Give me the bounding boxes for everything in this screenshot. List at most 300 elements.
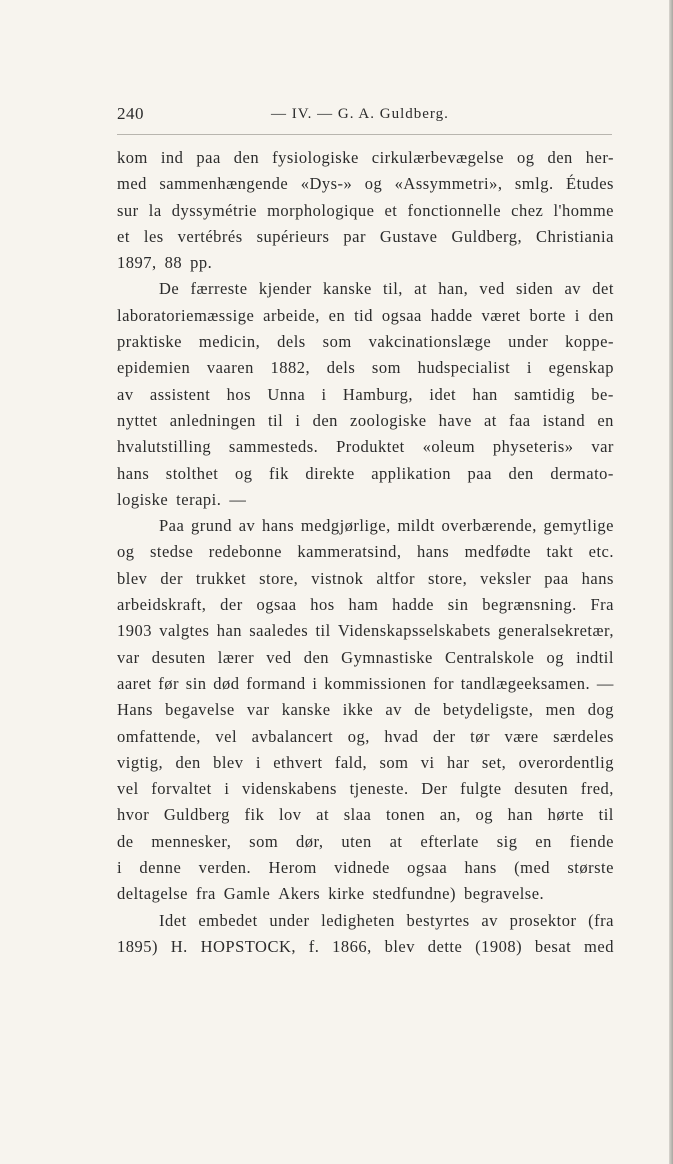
word: chez (511, 200, 544, 220)
word: i (295, 410, 301, 430)
text-line (117, 148, 614, 174)
word: 1895) (117, 936, 158, 956)
word: og (117, 542, 135, 562)
word: ham (348, 595, 379, 615)
word: av (481, 910, 498, 930)
word: ogsaa (407, 858, 448, 878)
word: HOPSTOCK, (200, 936, 297, 956)
word: men (545, 700, 576, 720)
word: arbeidskraft, (117, 595, 207, 615)
word: den (547, 148, 573, 167)
word: f. (308, 936, 320, 956)
word: hans (464, 858, 497, 878)
word: Der (421, 779, 448, 799)
word: cirkulærbevægelse (371, 148, 504, 167)
word: an, (439, 805, 461, 825)
word: kanske (281, 700, 331, 720)
word: sur (117, 200, 139, 220)
word: hos (310, 595, 335, 615)
word: før (158, 673, 180, 693)
word: dels (326, 358, 356, 378)
word: Centralskole (444, 647, 535, 667)
word: formand (246, 673, 306, 693)
word: dels (277, 332, 306, 352)
word: egenskap (548, 358, 614, 378)
word: medgjørlige, (300, 516, 391, 536)
page-number: 240 (117, 104, 144, 123)
word: hørte (547, 805, 584, 825)
word: laboratoriemæssige (117, 305, 255, 325)
word: avbalancert (251, 726, 334, 746)
text-line (117, 832, 614, 858)
word: og (516, 148, 535, 167)
word: «Dys-» (300, 174, 353, 194)
word: et (117, 226, 130, 246)
word: her- (585, 148, 614, 167)
word: sin (447, 595, 469, 615)
word: ved (266, 647, 292, 667)
word: de (117, 831, 134, 851)
word: — (596, 673, 614, 693)
word: kirke (328, 884, 365, 904)
text-line (117, 674, 614, 700)
word: direkte (305, 463, 355, 483)
word: Gymnastiske (341, 647, 433, 667)
word: stedse (149, 542, 194, 562)
text-line (117, 332, 614, 358)
word: l'homme (553, 200, 614, 220)
word: siden (515, 279, 554, 299)
word: tid (354, 305, 373, 325)
word: i (224, 779, 230, 799)
word: terapi. (176, 489, 222, 509)
word: og (364, 174, 383, 194)
word: av (385, 700, 402, 720)
word: en (535, 831, 552, 851)
word: assistent (149, 384, 211, 404)
word: som (379, 752, 409, 772)
word: i (117, 858, 123, 878)
word: hos (226, 384, 252, 404)
word: ethvert (273, 752, 323, 772)
word: fonctionnelle (407, 200, 502, 220)
word: forvaltet (151, 779, 212, 799)
word: sammesteds. (228, 437, 319, 457)
word: med (584, 936, 614, 956)
word: ogsaa (256, 595, 297, 615)
text-line (117, 858, 614, 884)
word: de (414, 700, 431, 720)
word: arbeide, (263, 305, 320, 325)
text-line (117, 805, 614, 831)
word: 1903 (117, 621, 152, 641)
word: sammenhængende (159, 174, 289, 194)
word: Unna (267, 384, 306, 404)
word: nyttet (117, 410, 158, 430)
word: (1908) (475, 936, 523, 956)
word: — (229, 489, 247, 509)
word: Fra (590, 595, 614, 615)
word: og, (347, 726, 370, 746)
word: videnskabens (242, 779, 337, 799)
word: paa (467, 463, 492, 483)
word: var (117, 647, 140, 667)
word: dog (587, 700, 614, 720)
word: til (598, 805, 614, 825)
word: koppe- (565, 332, 614, 352)
word: stolthet (165, 463, 219, 483)
word: under (269, 910, 310, 930)
word: var (246, 700, 270, 720)
word: generalsekretær, (498, 621, 614, 641)
word: 1866, (332, 936, 372, 956)
word: fik (268, 463, 289, 483)
word: istand (542, 410, 586, 430)
word: Produktet (336, 437, 405, 457)
word: ogsaa (381, 305, 422, 325)
word: embedet (198, 910, 258, 930)
word: paa (544, 568, 569, 588)
word: der (432, 726, 456, 746)
word: at (483, 410, 497, 430)
word: fra (195, 884, 216, 904)
word: De (159, 279, 180, 299)
word: Herom (268, 858, 317, 878)
word: store, (259, 568, 299, 588)
text-line (117, 358, 614, 384)
word: vaaren (206, 358, 254, 378)
word: kammeratsind, (297, 542, 402, 562)
word: kanske (323, 279, 372, 299)
text-line (117, 648, 614, 674)
word: særdeles (553, 726, 614, 746)
word: han (507, 805, 533, 825)
word: i (574, 305, 580, 325)
word: medicin, (198, 332, 261, 352)
word: valgtes (159, 621, 210, 641)
word: der (220, 595, 243, 615)
word: blev (213, 752, 244, 772)
word: i (526, 358, 532, 378)
word: dyssymétrie (171, 200, 257, 220)
body-text (117, 148, 614, 963)
word: stedfundne) (372, 884, 456, 904)
word: og (475, 805, 494, 825)
word: hudspecialist (417, 358, 511, 378)
word: veksler (480, 568, 532, 588)
word: at (316, 805, 330, 825)
word: grund (191, 516, 233, 536)
word: vigtig, (117, 752, 164, 772)
word: av (117, 384, 134, 404)
word: at (414, 279, 428, 299)
word: var (591, 437, 614, 457)
word: han (472, 384, 498, 404)
word: Guldberg, (451, 226, 523, 246)
word: Hans (117, 700, 153, 720)
word: har (446, 752, 470, 772)
word: dette (427, 936, 463, 956)
word: gemytlige (543, 516, 614, 536)
text-line (117, 779, 614, 805)
text-line (117, 727, 614, 753)
word: «oleum (422, 437, 476, 457)
word: blev (117, 568, 148, 588)
word: redebonne (208, 542, 282, 562)
word: mildt (397, 516, 435, 536)
word: Études (566, 174, 614, 194)
word: som (322, 332, 352, 352)
word: saaledes (249, 621, 309, 641)
word: det (592, 279, 614, 299)
word: død (213, 673, 240, 693)
word: denne (139, 858, 182, 878)
word: etc. (588, 542, 614, 562)
word: blev (384, 936, 415, 956)
word: anledningen (169, 410, 256, 430)
word: være (504, 726, 539, 746)
word: deltagelse (117, 884, 188, 904)
word: fysiologiske (272, 148, 359, 167)
text-line (117, 490, 614, 516)
word: desuten (514, 779, 569, 799)
word: sig (496, 831, 518, 851)
word: kom (117, 148, 148, 167)
word: sin (185, 673, 207, 693)
word: trukket (195, 568, 247, 588)
text-line (117, 884, 614, 910)
text-line (117, 253, 614, 279)
word: som (249, 831, 279, 851)
word: den (175, 752, 201, 772)
word: i (312, 673, 318, 693)
word: 1882, (270, 358, 311, 378)
word: største (567, 858, 614, 878)
word: Videnskapsselskabets (337, 621, 491, 641)
word: vakcinationslæge (368, 332, 492, 352)
word: hadde (392, 595, 434, 615)
word: bestyrtes (406, 910, 470, 930)
word: den (233, 148, 260, 167)
word: vel (117, 779, 139, 799)
word: den (303, 647, 330, 667)
text-line (117, 464, 614, 490)
word: under (508, 332, 549, 352)
word: logiske (117, 489, 169, 509)
text-line (117, 621, 614, 647)
word: og (546, 647, 564, 667)
word: efterlate (420, 831, 479, 851)
text-line (117, 279, 614, 305)
word: be- (591, 384, 614, 404)
word: borte (529, 305, 566, 325)
word: vertébrés (177, 226, 243, 246)
word: 1897, (117, 253, 157, 273)
word: ikke (342, 700, 374, 720)
word: dermato- (550, 463, 614, 483)
word: begravelse. (464, 884, 545, 904)
text-line (117, 595, 614, 621)
word: overbærende, (441, 516, 537, 536)
word: applikation (371, 463, 451, 483)
text-line (117, 306, 614, 332)
word: store, (428, 568, 468, 588)
word: dør, (296, 831, 324, 851)
word: Paa (159, 516, 185, 536)
word: H. (170, 936, 188, 956)
word: vidnede (334, 858, 390, 878)
word: indtil (576, 647, 614, 667)
word: hans (581, 568, 614, 588)
word: altfor (376, 568, 416, 588)
word: praktiske (117, 332, 182, 352)
word: faa (508, 410, 531, 430)
word: fik (244, 805, 265, 825)
word: været (481, 305, 521, 325)
text-line (117, 227, 614, 253)
word: hans (261, 516, 295, 536)
word: ind (160, 148, 184, 167)
word: med (117, 174, 147, 194)
word: lov (278, 805, 302, 825)
word: for (433, 673, 454, 693)
word: 88 (164, 253, 183, 273)
word: supérieurs (256, 226, 330, 246)
word: hvalutstilling (117, 437, 212, 457)
word: Guldberg (163, 805, 230, 825)
word: Gustave (379, 226, 438, 246)
word: vistnok (311, 568, 364, 588)
word: idet (429, 384, 457, 404)
word: prosektor (509, 910, 577, 930)
word: kommissionen (324, 673, 427, 693)
word: lærer (217, 647, 255, 667)
word: den (312, 410, 338, 430)
word: smlg. (514, 174, 554, 194)
word: tjeneste. (349, 779, 409, 799)
word: overordentlig (518, 752, 614, 772)
word: at (389, 831, 403, 851)
word: omfattende, (117, 726, 201, 746)
word: aaret (117, 673, 152, 693)
word: den (508, 463, 534, 483)
word: pp. (190, 253, 213, 273)
word: fiende (569, 831, 614, 851)
word: som (371, 358, 401, 378)
text-line (117, 753, 614, 779)
word: av (238, 516, 256, 536)
word: han (216, 621, 243, 641)
word: have (438, 410, 472, 430)
word: hvad (384, 726, 419, 746)
word: Akers (278, 884, 321, 904)
word: fald, (334, 752, 368, 772)
text-line (117, 516, 614, 542)
text-line (117, 700, 614, 726)
word: den (588, 305, 614, 325)
header-rule (117, 134, 612, 135)
word: en (328, 305, 346, 325)
word: og (234, 463, 253, 483)
text-line (117, 937, 614, 963)
text-line (117, 542, 614, 568)
text-line (117, 385, 614, 411)
word: til, (383, 279, 403, 299)
word: tør (470, 726, 490, 746)
text-line (117, 174, 614, 200)
word: færreste (190, 279, 248, 299)
word: (fra (588, 910, 614, 930)
word: mennesker, (151, 831, 232, 851)
page-header (117, 100, 612, 130)
word: zoologiske (350, 410, 427, 430)
word: uten (341, 831, 372, 851)
text-line (117, 201, 614, 227)
word: der (160, 568, 183, 588)
word: vi (420, 752, 435, 772)
word: av (564, 279, 582, 299)
word: verden. (198, 858, 252, 878)
word: paa (196, 148, 221, 167)
word: la (148, 200, 162, 220)
text-line (117, 437, 614, 463)
word: til (315, 621, 331, 641)
word: han, (438, 279, 469, 299)
word: et (384, 200, 398, 220)
word: Christiania (536, 226, 614, 246)
word: physeteris» (492, 437, 574, 457)
word: les (143, 226, 164, 246)
text-line (117, 411, 614, 437)
word: fulgte (460, 779, 502, 799)
word: takt (546, 542, 574, 562)
word: begavelse (165, 700, 235, 720)
word: hans (416, 542, 450, 562)
text-line (117, 569, 614, 595)
word: i (255, 752, 261, 772)
word: begrænsning. (482, 595, 577, 615)
word: par (343, 226, 366, 246)
word: (med (514, 858, 551, 878)
word: medfødte (464, 542, 531, 562)
word: hadde (430, 305, 473, 325)
word: «Assymmetri», (394, 174, 503, 194)
word: Gamle (223, 884, 271, 904)
word: samtidig (514, 384, 575, 404)
word: ved (479, 279, 505, 299)
word: tandlægeeksamen. (460, 673, 591, 693)
word: hans (117, 463, 150, 483)
word: betydeligste, (443, 700, 534, 720)
word: i (321, 384, 327, 404)
word: til (267, 410, 284, 430)
word: vel (215, 726, 238, 746)
word: set, (481, 752, 507, 772)
word: kjender (258, 279, 312, 299)
word: desuten (151, 647, 206, 667)
word: besat (534, 936, 572, 956)
word: morphologique (267, 200, 375, 220)
page-edge (669, 0, 673, 1164)
word: ledigheten (321, 910, 395, 930)
word: Idet (159, 910, 187, 930)
word: en (597, 410, 614, 430)
word: tonen (385, 805, 426, 825)
word: Hamburg, (342, 384, 414, 404)
running-head: — IV. — G. A. Guldberg. (271, 106, 449, 122)
word: fred, (580, 779, 614, 799)
word: epidemien (117, 358, 191, 378)
